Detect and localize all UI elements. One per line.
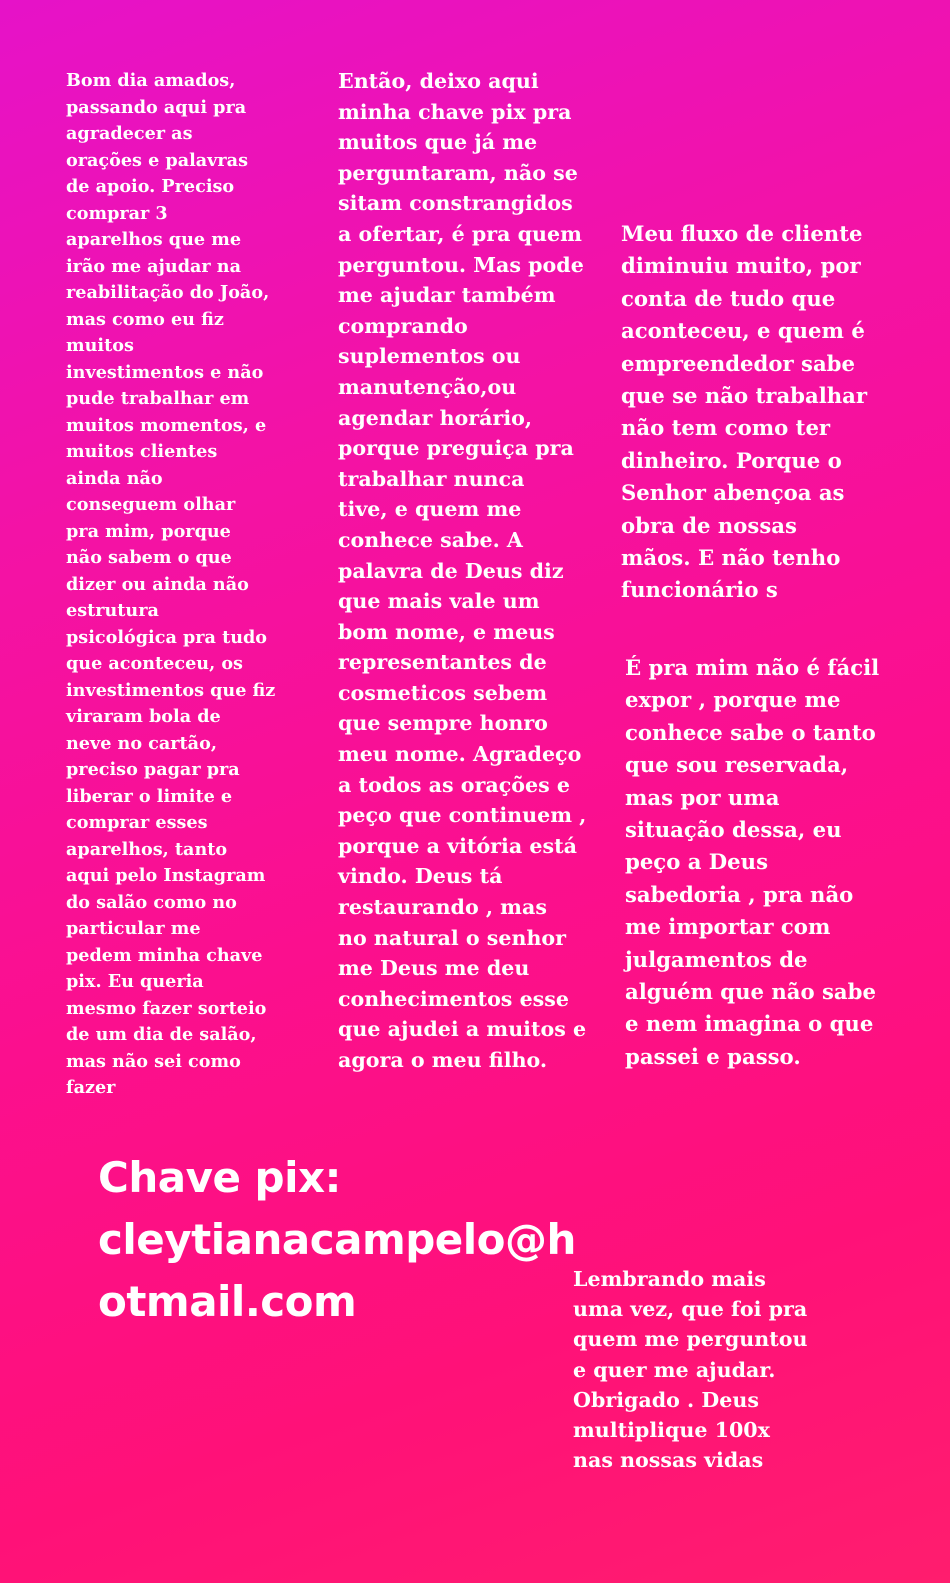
text-block-right-bottom: É pra mim não é fácil expor , porque me conhece sabe o tanto que sou reservada, mas por uma situação dessa, eu peço a Deus sabedoria , pra não me importar com julgamentos de alguém que não sabe e nem imagina o que passei e passo. <box>625 655 880 1069</box>
text-block-right-top: Meu fluxo de cliente diminuiu muito, por conta de tudo que aconteceu, e quem é empreendedor sabe que se não trabalhar não tem como ter dinheiro. Porque o Senhor abençoa as obra de nossas mãos. E não tenho funcionário s <box>621 221 868 603</box>
text-block-left: Bom dia amados, passando aqui pra agradecer as orações e palavras de apoio. Preciso comprar 3 aparelhos que me irão me ajudar na reabilitação do João, mas como eu fiz muitos investimentos e não pude trabalhar em muitos momentos, e muitos clientes ainda não conseguem olhar pra mim, porque não sabem o que dizer ou ainda não estrutura psicológica pra tudo que aconteceu, os investimentos que fiz viraram bola de neve no cartão, preciso pagar pra liberar o limite e comprar esses aparelhos, tanto aqui pelo Instagram do salão como no particular me pedem minha chave pix. Eu queria mesmo fazer sorteio de um dia de salão, mas não sei como fazer <box>66 70 276 1098</box>
text-block-closing: Lembrando mais uma vez, que foi pra quem me perguntou e quer me ajudar. Obrigado . Deus multiplique 100x nas nossas vidas <box>573 1267 808 1473</box>
text-block-middle: Então, deixo aqui minha chave pix pra muitos que já me perguntaram, não se sitam constrangidos a ofertar, é pra quem perguntou. Mas pode me ajudar também comprando suplementos ou manutenção,ou agendar horário, porque preguiça pra trabalhar nunca tive, e quem me conhece sabe. A palavra de Deus diz que mais vale um bom nome, e meus representantes de cosmeticos sebem que sempre honro meu nome. Agradeço a todos as orações e peço que continuem , porque a vitória está vindo. Deus tá restaurando , mas no natural o senhor me Deus me deu conhecimentos esse que ajudei a muitos e agora o meu filho. <box>338 69 587 1072</box>
pix-key-text: Chave pix: cleytianacampelo@h otmail.com <box>98 1153 576 1326</box>
